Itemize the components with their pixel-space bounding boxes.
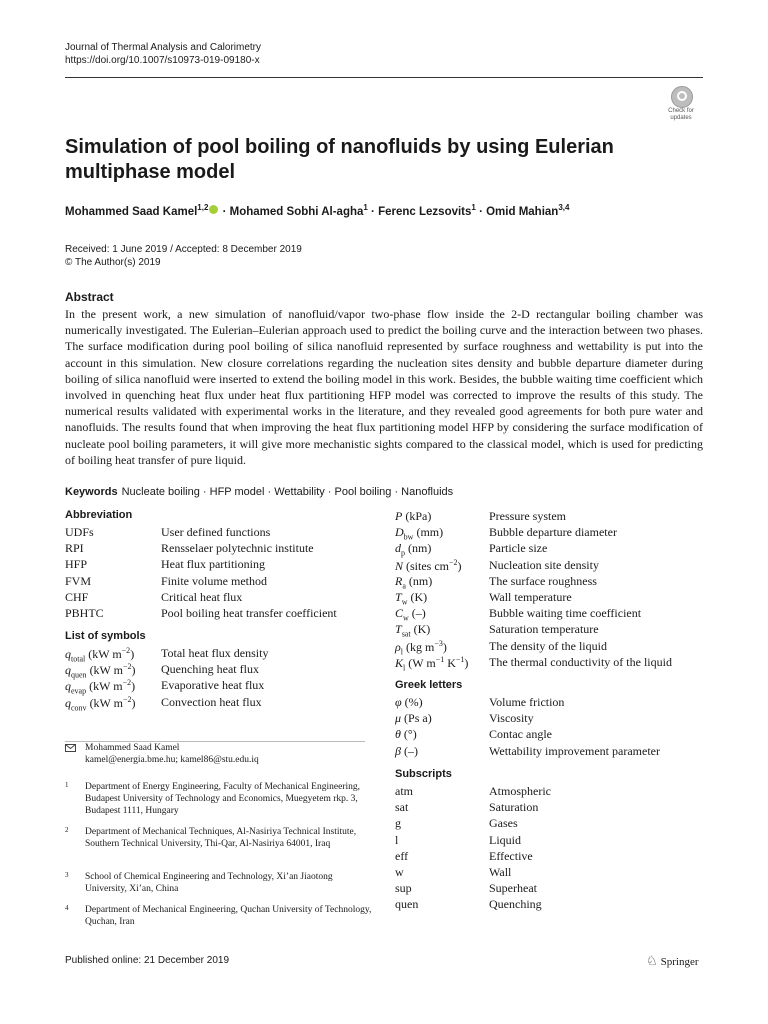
symbol-unit: (K) (407, 590, 428, 604)
greek-heading: Greek letters (395, 679, 463, 691)
affiliation-text: Department of Mechanical Techniques, Al-Nasiriya Technical Institute, Southern Technical University, Thi-Qar, Al-Nasiriya 64001, Iraq (85, 827, 357, 849)
symbol-exponent: −2 (449, 557, 458, 567)
symbol-subscript: total (71, 654, 86, 664)
subscripts-heading: Subscripts (395, 768, 452, 780)
abbreviation-heading: Abbreviation (65, 509, 133, 521)
subscript-term: g (395, 816, 401, 831)
publisher-logo[interactable] (646, 953, 699, 969)
nomenclature-desc: Particle size (489, 541, 548, 556)
nomenclature-desc: Finite volume method (161, 573, 267, 588)
symbol-unit: (sites cm (403, 558, 450, 573)
author-sup: 3,4 (558, 203, 570, 212)
symbol-unit: (kW m (85, 647, 122, 661)
nomenclature-desc: Critical heat flux (161, 589, 243, 604)
nomenclature-desc: Bubble waiting time coefficient (489, 606, 642, 621)
symbol-unit-close: ) (131, 663, 136, 678)
contact-name: Mohammed Saad Kamel (85, 743, 180, 753)
symbol-subscript: p (401, 548, 405, 558)
symbol-letter: T (395, 590, 402, 604)
author-sup: 1 (363, 203, 368, 212)
symbol-term (395, 509, 431, 524)
symbol-letter: q (65, 663, 71, 678)
badge-line-2: updates (670, 115, 692, 121)
copyright: © The Author(s) 2019 (65, 257, 161, 268)
affiliation-text: Department of Mechanical Engineering, Quchan University of Technology, Quchan, Iran (85, 905, 372, 927)
symbol-term (395, 574, 432, 590)
symbol-letter: q (65, 695, 71, 710)
nomenclature-desc: Heat flux partitioning (161, 557, 265, 572)
symbol-letter: P (395, 509, 403, 523)
paper-title: Simulation of pool boiling of nanofluids by using Eulerian multiphase model (65, 136, 614, 183)
greek-letter: β (395, 743, 401, 758)
envelope-icon (65, 744, 76, 752)
nomenclature-desc: Rensselaer polytechnic institute (161, 541, 314, 556)
journal-header (65, 41, 261, 67)
abstract-heading: Abstract (65, 290, 114, 304)
symbol-unit: (nm) (405, 573, 433, 588)
affiliation-number: 1 (65, 781, 69, 789)
nomenclature-desc: Wall temperature (489, 590, 572, 604)
symbol-subscript: sat (401, 629, 411, 639)
nomenclature-desc: Viscosity (489, 711, 534, 726)
publisher-name: Springer (660, 956, 699, 968)
nomenclature-desc: Evaporative heat flux (161, 678, 265, 693)
subscript-term: quen (395, 897, 419, 912)
symbol-unit: (kPa) (402, 509, 432, 523)
affiliation-text: School of Chemical Engineering and Technology, Xi’an Jiaotong University, Xi’an, China (85, 872, 333, 894)
nomenclature-desc: The surface roughness (489, 573, 597, 588)
nomenclature-desc: Superheat (489, 881, 537, 896)
symbol-unit-close: K (444, 655, 456, 670)
symbol-exponent: −3 (434, 638, 443, 648)
symbol-letter: R (395, 573, 403, 588)
symbol-letter: q (65, 647, 71, 661)
symbol-unit-close: ) (457, 558, 462, 573)
symbol-unit: (mm) (413, 525, 444, 540)
abbreviation-term: CHF (65, 589, 89, 604)
symbol-term (395, 558, 462, 574)
symbol-letter: D (395, 525, 404, 540)
symbol-term (395, 655, 468, 672)
subscript-term: sup (395, 881, 412, 896)
orcid-icon[interactable] (209, 205, 218, 214)
nomenclature-desc: Pressure system (489, 509, 566, 523)
affiliation-number: 2 (65, 826, 69, 834)
symbol-subscript: l (403, 663, 406, 673)
keywords-line (65, 486, 453, 498)
symbol-letter: d (395, 541, 401, 556)
abbreviation-term: UDFs (65, 525, 94, 539)
nomenclature-desc: Quenching (489, 897, 542, 912)
nomenclature-desc: Liquid (489, 832, 521, 847)
symbol-unit: (kW m (86, 695, 124, 710)
symbol-exponent: −2 (123, 694, 132, 704)
symbol-unit-close: ) (442, 639, 447, 654)
symbol-unit: (–) (408, 606, 426, 621)
nomenclature-desc: Saturation (489, 800, 539, 815)
nomenclature-desc: The density of the liquid (489, 638, 607, 653)
nomenclature-desc: Wettability improvement parameter (489, 743, 660, 758)
greek-unit: (–) (400, 743, 418, 758)
symbol-term (395, 541, 431, 557)
author-name[interactable]: Omid Mahian (486, 205, 559, 218)
symbol-subscript: a (402, 581, 406, 591)
symbol-term (395, 622, 430, 638)
nomenclature-desc: Nucleation site density (489, 557, 599, 572)
symbol-term (65, 695, 136, 712)
doi-link[interactable]: https://doi.org/10.1007/s10973-019-09180-x (65, 55, 260, 66)
greek-term (395, 727, 417, 742)
abstract-text: In the present work, a new simulation of nanofluid/vapor two-phase flow inside the 2-D rectangular boiling chamber was numerically investigated. The Eulerian–Eulerian approach used to predict the boiling curve and the interaction between two phases. The surface modification during pool boiling of silica nanofluid represented by surface roughness and wettability is put into the account in this simulation. New closure correlations regarding the nucleation sites density and bubble departure diameter during boiling of silica nanofluid were inserted to extend the boiling model in this work. Besides, the bubble waiting time coefficient which involved in quenching heat flux under heat flux partitioning HFP model was corrected to improve the results of this study. The numerical results validated with experimental works in the literature, and they revealed good agreements for both pure water and nanofluids. The results found that when improving the heat flux partitioning model HFP by considering the surface modification of nucleate pool boiling parameters, it will give more mechanistic sights compared to the classical model, which is used for predicting of boiling heat transfer of pure liquid. (65, 307, 703, 467)
greek-term (395, 711, 432, 726)
nomenclature-desc: Pool boiling heat transfer coefficient (161, 606, 337, 620)
symbol-letter: ρ (395, 639, 401, 654)
received-date: Received: 1 June 2019 / Accepted: 8 December 2019 (65, 244, 302, 255)
check-updates-icon (671, 86, 693, 108)
abbreviation-term: FVM (65, 573, 92, 588)
abbreviation-term: RPI (65, 541, 84, 556)
affiliation-text: Department of Energy Engineering, Faculty of Mechanical Engineering, Budapest University of Technology and Economics, Muegyetem rkp. 3, Budapest 1111, Hungary (85, 782, 360, 816)
symbol-term (65, 662, 136, 679)
symbol-term (65, 678, 135, 695)
symbol-unit-close: ) (131, 679, 136, 694)
symbol-term (395, 525, 443, 541)
greek-letter: θ (395, 727, 401, 742)
check-for-updates-badge[interactable] (661, 84, 701, 124)
author-sup: 1 (471, 203, 476, 212)
greek-term (395, 695, 423, 710)
author-sup: 1,2 (197, 203, 209, 212)
symbol-unit: (kW m (86, 679, 123, 694)
keywords-label: Keywords (65, 486, 118, 498)
author-name[interactable]: Ferenc Lezsovits (378, 205, 472, 218)
symbol-unit: (kg m (403, 639, 435, 654)
symbol-letter: K (395, 655, 404, 670)
nomenclature-desc: Wall (489, 865, 512, 879)
symbol-unit-close: ) (464, 655, 469, 670)
symbol-letter: T (395, 622, 402, 637)
greek-unit: (Ps a) (401, 711, 432, 726)
nomenclature-desc: Atmospheric (489, 784, 551, 798)
symbol-subscript: evap (71, 686, 87, 696)
symbol-letter: q (65, 679, 71, 694)
nomenclature-desc: Convection heat flux (161, 694, 262, 709)
subscript-term: w (395, 865, 404, 879)
abbreviation-term: HFP (65, 557, 88, 572)
author-list: Mohammed Saad Kamel$^{1,2}$ · Mohamed Sobhi Al-agha$^1$ · Ferenc Lezsovits$^1$ · Omid Mahian$^{3,4}$ (65, 203, 570, 218)
symbol-subscript: w (401, 597, 408, 607)
dates-block (65, 243, 302, 269)
abbreviation-term: PBHTC (65, 606, 104, 620)
subscript-term: sat (395, 800, 409, 815)
corresponding-author (65, 741, 365, 766)
symbol-term (395, 639, 447, 656)
author-name[interactable]: Mohammed Saad Kamel (65, 205, 198, 218)
symbol-exponent: −1 (435, 654, 445, 664)
author-name[interactable]: Mohamed Sobhi Al-agha (229, 205, 364, 218)
symbol-unit-close: ) (131, 695, 136, 710)
nomenclature-desc: Total heat flux density (161, 646, 269, 660)
nomenclature-desc: Volume friction (489, 695, 565, 709)
symbol-exponent: −2 (122, 678, 132, 688)
greek-letter: μ (395, 711, 402, 726)
contact-email[interactable]: kamel@energia.bme.hu; kamel86@stu.edu.iq (85, 755, 259, 765)
nomenclature-desc: Effective (489, 848, 533, 863)
symbol-term (65, 646, 134, 663)
nomenclature-desc: Gases (489, 816, 518, 831)
journal-name: Journal of Thermal Analysis and Calorimetry (65, 42, 262, 53)
greek-letter: φ (395, 695, 402, 709)
symbol-subscript: bw (403, 532, 414, 542)
badge-line-1: Check for (668, 108, 694, 114)
symbol-term (395, 590, 427, 606)
greek-unit: (%) (401, 695, 423, 709)
symbol-subscript: l (400, 646, 403, 656)
symbol-unit: (kW m (86, 663, 124, 678)
symbol-exponent: −2 (123, 662, 132, 672)
nomenclature-desc: Bubble departure diameter (489, 525, 617, 540)
header-rule (65, 77, 703, 78)
affiliation-number: 4 (65, 904, 69, 912)
nomenclature-desc: User defined functions (161, 525, 271, 539)
symbol-term (395, 606, 426, 622)
subscript-term: eff (395, 848, 409, 863)
symbol-subscript: quen (71, 670, 87, 680)
nomenclature-desc: Saturation temperature (489, 622, 599, 637)
symbol-subscript: w (403, 613, 409, 623)
symbol-exponent: −1 (455, 654, 465, 664)
affiliation-number: 3 (65, 871, 69, 879)
published-date: Published online: 21 December 2019 (65, 955, 229, 966)
symbol-unit: (nm) (405, 541, 432, 556)
greek-unit: (°) (400, 727, 417, 742)
springer-horse-icon: ♘ (646, 953, 658, 968)
symbol-exponent: −2 (121, 646, 131, 655)
nomenclature-desc: Quenching heat flux (161, 662, 259, 677)
subscript-term: atm (395, 784, 413, 798)
symbol-letter: C (395, 606, 404, 621)
nomenclature-desc: The thermal conductivity of the liquid (489, 654, 672, 669)
symbols-heading: List of symbols (65, 630, 146, 642)
nomenclature-desc: Contac angle (489, 727, 552, 742)
symbol-unit: (W m (405, 655, 436, 670)
greek-term (395, 744, 418, 759)
symbol-subscript: conv (71, 702, 87, 712)
symbol-unit: (K) (410, 622, 431, 637)
keywords-text: Nucleate boiling · HFP model · Wettability · Pool boiling · Nanofluids (121, 486, 454, 498)
subscript-term: l (395, 832, 399, 847)
symbol-unit-close: ) (130, 647, 135, 661)
symbol-letter: N (395, 558, 404, 573)
